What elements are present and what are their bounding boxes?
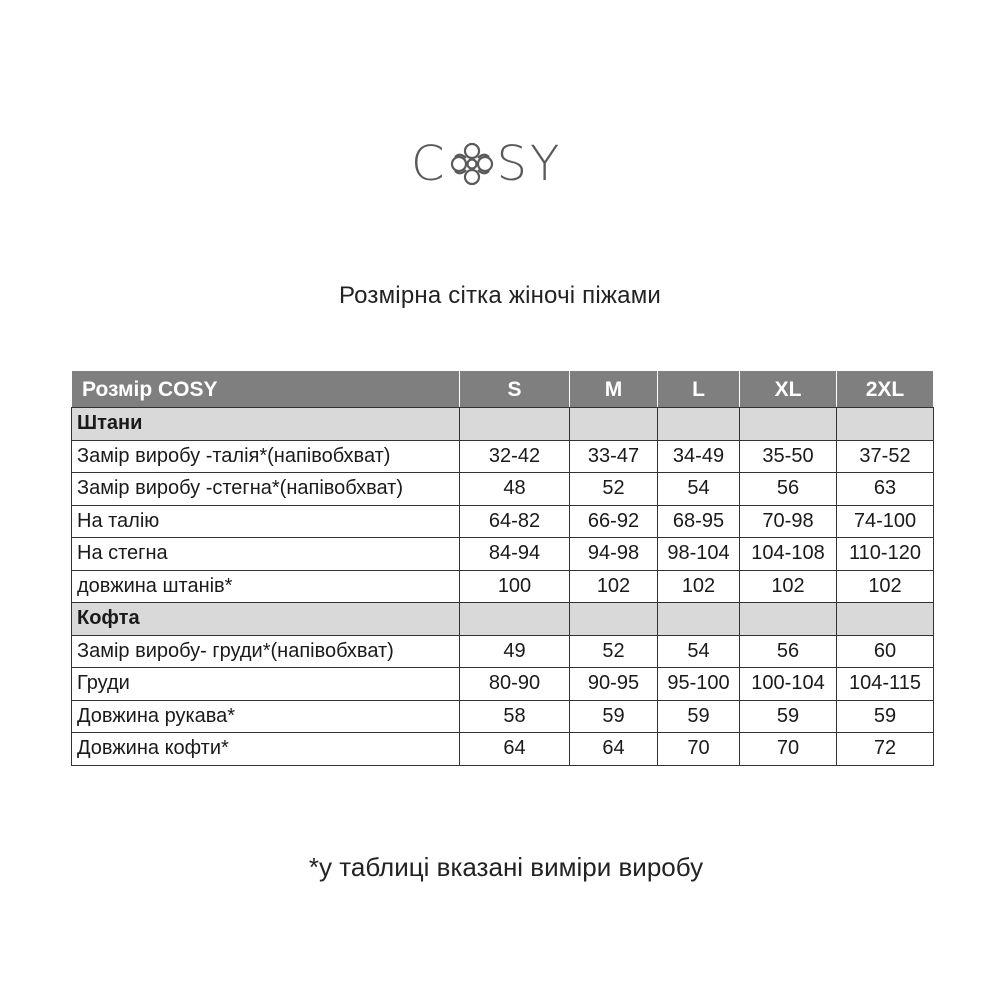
cell-2xl: 102: [837, 570, 934, 603]
section-cell: [740, 408, 837, 441]
cell-xl: 104-108: [740, 538, 837, 571]
cell-2xl: 60: [837, 635, 934, 668]
cell-s: 49: [460, 635, 570, 668]
header-size-2xl: 2XL: [837, 371, 934, 408]
logo-letters-sy: SY: [496, 136, 563, 192]
page-title: Розмірна сітка жіночі піжами: [338, 282, 662, 309]
row-label: На талію: [72, 505, 460, 538]
cell-xl: 59: [740, 700, 837, 733]
cell-l: 54: [658, 473, 740, 506]
cell-m: 66-92: [570, 505, 658, 538]
cell-xl: 35-50: [740, 440, 837, 473]
cell-2xl: 74-100: [837, 505, 934, 538]
header-size-xl: XL: [740, 371, 837, 408]
header-size-s: S: [460, 371, 570, 408]
logo-letter-c: C: [411, 136, 448, 192]
size-table: [71, 370, 934, 766]
section-cell: [658, 603, 740, 636]
cell-l: 34-49: [658, 440, 740, 473]
cell-m: 90-95: [570, 668, 658, 701]
cell-l: 102: [658, 570, 740, 603]
row-label: Груди: [72, 668, 460, 701]
section-row-pants: [72, 408, 934, 441]
cell-l: 70: [658, 733, 740, 766]
cell-2xl: 72: [837, 733, 934, 766]
cell-m: 52: [570, 473, 658, 506]
section-cell: [740, 603, 837, 636]
cell-s: 64: [460, 733, 570, 766]
cell-m: 64: [570, 733, 658, 766]
section-cell: [460, 603, 570, 636]
cell-s: 58: [460, 700, 570, 733]
cell-xl: 70-98: [740, 505, 837, 538]
cell-xl: 100-104: [740, 668, 837, 701]
cell-s: 48: [460, 473, 570, 506]
table-row: [72, 505, 934, 538]
section-cell: [837, 408, 934, 441]
cell-2xl: 37-52: [837, 440, 934, 473]
cell-s: 32-42: [460, 440, 570, 473]
brand-logo: [411, 133, 591, 195]
section-cell: [570, 603, 658, 636]
cell-2xl: 63: [837, 473, 934, 506]
table-row: [72, 635, 934, 668]
cell-l: 59: [658, 700, 740, 733]
section-title: Кофта: [72, 603, 460, 636]
cell-s: 84-94: [460, 538, 570, 571]
row-label: Замір виробу -талія*(напівобхват): [72, 440, 460, 473]
table-row: [72, 473, 934, 506]
table-row: [72, 700, 934, 733]
header-size-m: M: [570, 371, 658, 408]
section-cell: [837, 603, 934, 636]
cell-2xl: 110-120: [837, 538, 934, 571]
flower-knot-icon: [449, 141, 495, 187]
cell-l: 98-104: [658, 538, 740, 571]
row-label: довжина штанів*: [72, 570, 460, 603]
section-cell: [570, 408, 658, 441]
cell-m: 94-98: [570, 538, 658, 571]
row-label: На стегна: [72, 538, 460, 571]
section-title: Штани: [72, 408, 460, 441]
row-label: Довжина кофти*: [72, 733, 460, 766]
table-row: [72, 668, 934, 701]
cell-xl: 102: [740, 570, 837, 603]
table-row: [72, 440, 934, 473]
cell-l: 68-95: [658, 505, 740, 538]
cell-s: 64-82: [460, 505, 570, 538]
table-row: [72, 538, 934, 571]
section-row-top: [72, 603, 934, 636]
cell-l: 95-100: [658, 668, 740, 701]
cell-xl: 56: [740, 473, 837, 506]
cell-xl: 70: [740, 733, 837, 766]
section-cell: [658, 408, 740, 441]
cell-2xl: 104-115: [837, 668, 934, 701]
cell-l: 54: [658, 635, 740, 668]
cell-m: 33-47: [570, 440, 658, 473]
cell-s: 100: [460, 570, 570, 603]
cell-2xl: 59: [837, 700, 934, 733]
table-row: [72, 733, 934, 766]
cell-m: 59: [570, 700, 658, 733]
section-cell: [460, 408, 570, 441]
cell-s: 80-90: [460, 668, 570, 701]
header-size-l: L: [658, 371, 740, 408]
cell-m: 52: [570, 635, 658, 668]
row-label: Замір виробу -стегна*(напівобхват): [72, 473, 460, 506]
header-size-label: Розмір COSY: [72, 371, 460, 408]
cell-xl: 56: [740, 635, 837, 668]
footnote: *у таблиці вказані виміри виробу: [308, 852, 704, 882]
table-row: [72, 570, 934, 603]
table-header-row: [72, 371, 934, 408]
cell-m: 102: [570, 570, 658, 603]
row-label: Замір виробу- груди*(напівобхват): [72, 635, 460, 668]
row-label: Довжина рукава*: [72, 700, 460, 733]
